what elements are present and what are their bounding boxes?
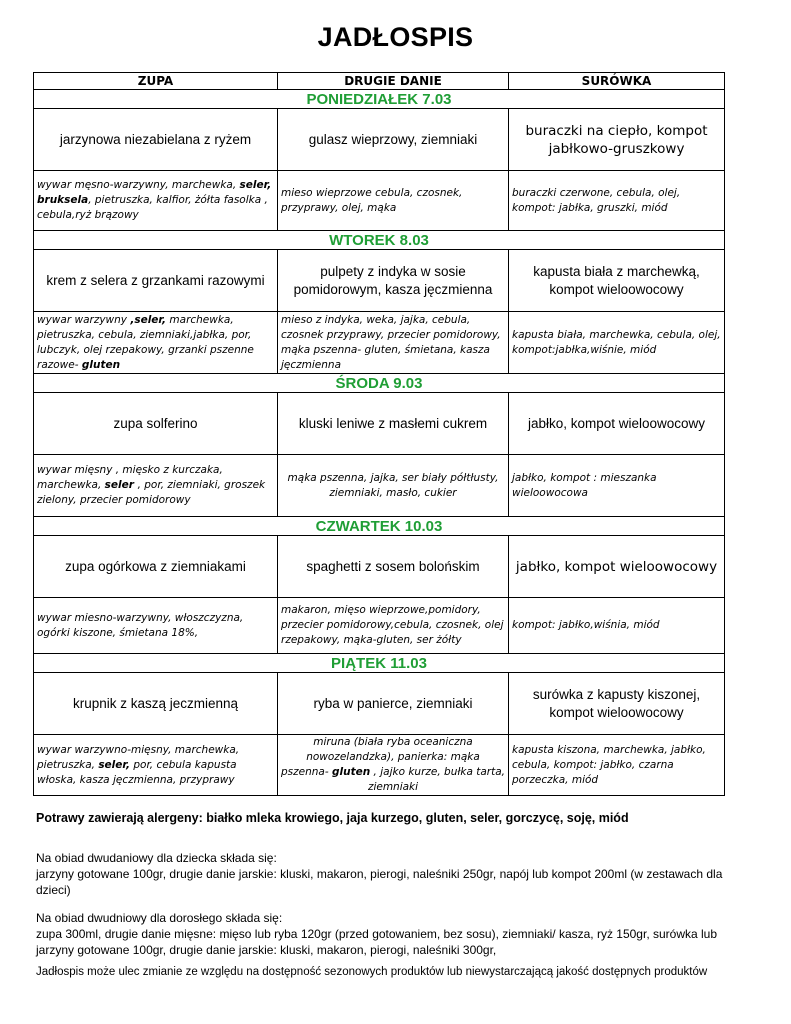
salad-ingredients: kapusta biała, marchewka, cebula, olej, kompot:jabłka,wiśnie, miód — [509, 312, 725, 374]
soup-dish: krem z selera z grzankami razowymi — [34, 250, 278, 312]
salad-dish: jabłko, kompot wieloowocowy — [509, 536, 725, 598]
soup-ingredients: wywar miesno-warzywny, włoszczyzna, ogórki kiszone, śmietana 18%, — [34, 598, 278, 654]
salad-dish: kapusta biała z marchewką, kompot wieloowocowy — [509, 250, 725, 312]
day-header-thursday: CZWARTEK 10.03 — [34, 517, 725, 536]
main-dish: pulpety z indyka w sosie pomidorowym, kasza jęczmienna — [278, 250, 509, 312]
child-meal-note — [36, 850, 736, 898]
allergen-notice: Potrawy zawierają alergeny: białko mleka krowiego, jaja kurzego, gluten, seler, gorczycę, soję, miód — [36, 811, 629, 825]
salad-dish: jabłko, kompot wieloowocowy — [509, 393, 725, 455]
disclaimer: Jadłospis może ulec zmianie ze względu na dostępność sezonowych produktów lub niewystarczającą jakość dostępnych produktów — [36, 966, 708, 978]
salad-dish: surówka z kapusty kiszonej, kompot wieloowocowy — [509, 673, 725, 735]
soup-dish: zupa solferino — [34, 393, 278, 455]
main-ingredients: makaron, mięso wieprzowe,pomidory, przecier pomidorowy,cebula, czosnek, olej rzepakowy, mąka-gluten, ser żółty — [278, 598, 509, 654]
column-header-main: DRUGIE DANIE — [278, 73, 509, 90]
soup-ingredients: wywar warzywny ,seler, marchewka, pietruszka, cebula, ziemniaki,jabłka, por, lubczyk, olej rzepakowy, grzanki pszenne razowe- gluten — [34, 312, 278, 374]
page-title: JADŁOSPIS — [317, 22, 474, 52]
adult-meal-line-2: jarzyny gotowane 100gr, drugie danie jarskie: kluski, makaron, pierogi, naleśniki 300gr, — [36, 943, 497, 957]
soup-dish: krupnik z kaszą jeczmienną — [34, 673, 278, 735]
salad-ingredients: jabłko, kompot : mieszanka wieloowocowa — [509, 455, 725, 517]
main-ingredients: mąka pszenna, jajka, ser biały półtłusty, ziemniaki, masło, cukier — [278, 455, 509, 517]
menu-table — [33, 72, 725, 796]
soup-dish: zupa ogórkowa z ziemniakami — [34, 536, 278, 598]
day-header-monday: PONIEDZIAŁEK 7.03 — [34, 90, 725, 109]
day-header-tuesday: WTOREK 8.03 — [34, 231, 725, 250]
salad-ingredients: kompot: jabłko,wiśnia, miód — [509, 598, 725, 654]
day-header-friday: PIĄTEK 11.03 — [34, 654, 725, 673]
main-dish: ryba w panierce, ziemniaki — [278, 673, 509, 735]
adult-meal-note — [36, 910, 736, 958]
child-meal-heading: Na obiad dwudaniowy dla dziecka składa się: — [36, 851, 277, 865]
salad-ingredients: buraczki czerwone, cebula, olej, kompot: jabłka, gruszki, miód — [509, 171, 725, 231]
child-meal-details: jarzyny gotowane 100gr, drugie danie jarskie: kluski, makaron, pierogi, naleśniki 250gr, napój lub kompot 200ml (w zestawach dla dzieci) — [36, 867, 723, 897]
main-ingredients: miruna (biała ryba oceaniczna nowozelandzka), panierka: mąka pszenna- gluten , jajko kurze, bułka tarta, ziemniaki — [278, 735, 509, 796]
main-ingredients: mieso wieprzowe cebula, czosnek, przyprawy, olej, mąka — [278, 171, 509, 231]
header-row — [34, 73, 725, 90]
soup-ingredients: wywar mięsny , mięsko z kurczaka, marchewka, seler , por, ziemniaki, groszek zielony, przecier pomidorowy — [34, 455, 278, 517]
day-header-wednesday: ŚRODA 9.03 — [34, 374, 725, 393]
column-header-salad: SURÓWKA — [509, 73, 725, 90]
salad-dish: buraczki na ciepło, kompot jabłkowo-gruszkowy — [509, 109, 725, 171]
column-header-soup: ZUPA — [34, 73, 278, 90]
soup-dish: jarzynowa niezabielana z ryżem — [34, 109, 278, 171]
soup-ingredients: wywar warzywno-mięsny, marchewka, pietruszka, seler, por, cebula kapusta włoska, kasza jęczmienna, przyprawy — [34, 735, 278, 796]
soup-ingredients: wywar męsno-warzywny, marchewka, seler, bruksela, pietruszka, kalfior, żółta fasolka , cebula,ryż brązowy — [34, 171, 278, 231]
salad-ingredients: kapusta kiszona, marchewka, jabłko, cebula, kompot: jabłko, czarna porzeczka, miód — [509, 735, 725, 796]
main-dish: kluski leniwe z masłemi cukrem — [278, 393, 509, 455]
adult-meal-line-1: zupa 300ml, drugie danie mięsne: mięso lub ryba 120gr (przed gotowaniem, bez sosu), ziemniaki/ kasza, ryż 150gr, surówka lub — [36, 927, 718, 941]
main-dish: spaghetti z sosem bolońskim — [278, 536, 509, 598]
adult-meal-heading: Na obiad dwudniowy dla dorosłego składa się: — [36, 911, 283, 925]
main-ingredients: mieso z indyka, weka, jajka, cebula, czosnek przyprawy, przecier pomidorowy, mąka pszenna- gluten, śmietana, kasza jęczmienna — [278, 312, 509, 374]
main-dish: gulasz wieprzowy, ziemniaki — [278, 109, 509, 171]
